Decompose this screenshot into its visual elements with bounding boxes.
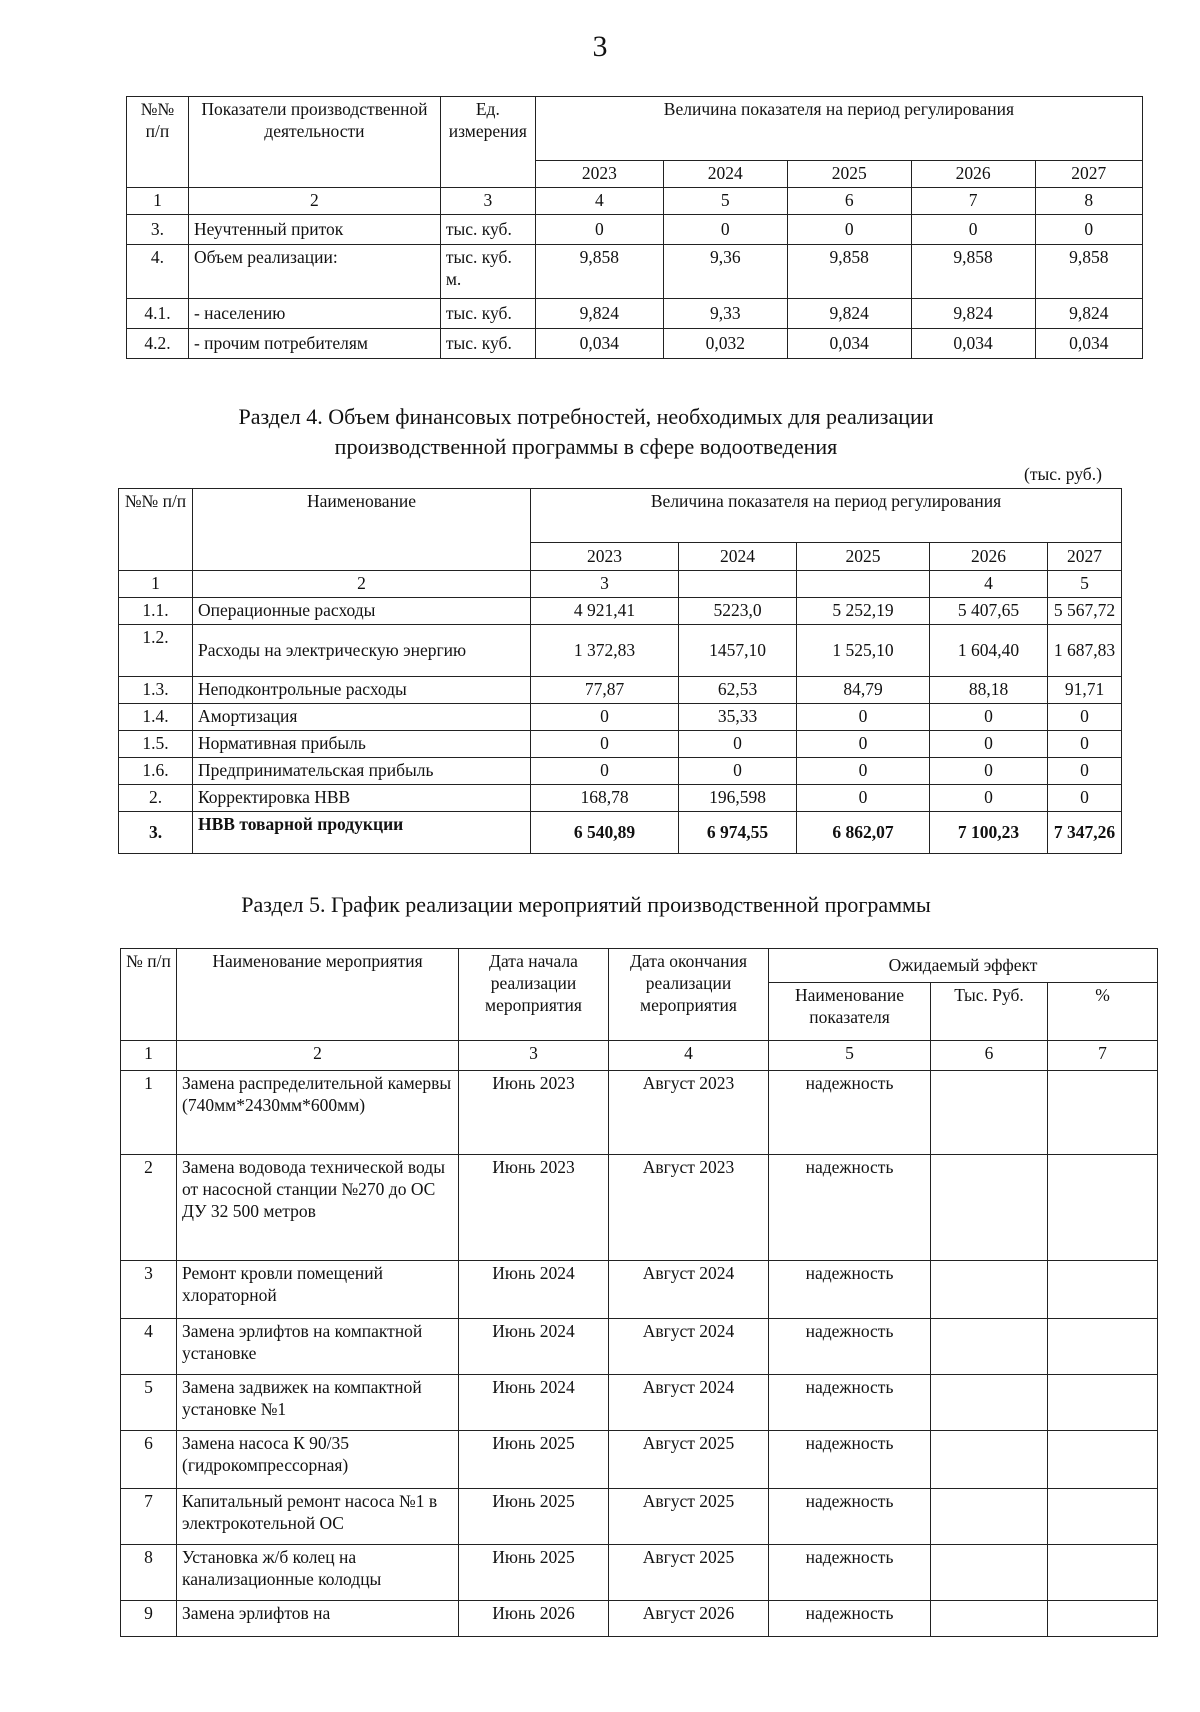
table-row <box>119 785 1122 812</box>
row-effect: надежность <box>769 1431 931 1489</box>
index-cell: 6 <box>931 1041 1048 1071</box>
value-cell: 168,78 <box>531 785 679 812</box>
row-start: Июнь 2025 <box>459 1489 609 1545</box>
table-row <box>127 215 1143 245</box>
row-name: Замена насоса К 90/35 (гидрокомпрессорная) <box>177 1431 459 1489</box>
empty-cell <box>931 1431 1048 1489</box>
value-cell: 9,858 <box>535 245 663 299</box>
year-cell: 2024 <box>679 543 797 571</box>
row-end: Август 2025 <box>609 1489 769 1545</box>
empty-cell <box>931 1601 1048 1637</box>
row-name: - прочим потребителям <box>188 329 440 359</box>
value-cell: 5 252,19 <box>797 598 930 625</box>
value-cell: 0,032 <box>663 329 787 359</box>
empty-cell <box>1048 1319 1158 1375</box>
row-num: 4.2. <box>127 329 189 359</box>
empty-cell <box>1048 1071 1158 1155</box>
table-row <box>119 704 1122 731</box>
index-cell <box>797 571 930 598</box>
value-cell: 0 <box>1048 704 1122 731</box>
row-unit: тыс. куб. <box>440 215 535 245</box>
row-start: Июнь 2024 <box>459 1375 609 1431</box>
table-row <box>121 1071 1158 1155</box>
value-cell: 0 <box>930 785 1048 812</box>
value-cell: 9,824 <box>535 299 663 329</box>
value-cell: 0 <box>1048 758 1122 785</box>
col-header-start: Дата начала реализации мероприятия <box>459 949 609 1041</box>
row-name: Неучтенный приток <box>188 215 440 245</box>
value-cell: 0 <box>797 731 930 758</box>
row-end: Август 2023 <box>609 1155 769 1261</box>
value-cell: 0 <box>930 704 1048 731</box>
empty-cell <box>1048 1155 1158 1261</box>
empty-cell <box>1048 1545 1158 1601</box>
value-cell: 0 <box>535 215 663 245</box>
row-name: Установка ж/б колец на канализационные колодцы <box>177 1545 459 1601</box>
row-num: 1.1. <box>119 598 193 625</box>
value-cell: 0 <box>1048 731 1122 758</box>
row-num: 4. <box>127 245 189 299</box>
value-cell: 0 <box>1035 215 1142 245</box>
value-cell: 7 347,26 <box>1048 812 1122 854</box>
col-header-end: Дата окончания реализации мероприятия <box>609 949 769 1041</box>
table-row <box>121 1601 1158 1637</box>
col-header-pct: % <box>1048 983 1158 1041</box>
value-cell: 1 372,83 <box>531 625 679 677</box>
row-end: Август 2024 <box>609 1375 769 1431</box>
empty-cell <box>931 1375 1048 1431</box>
row-unit: тыс. куб. <box>440 299 535 329</box>
index-cell: 7 <box>911 188 1035 215</box>
row-name: Корректировка НВВ <box>193 785 531 812</box>
row-name: Капитальный ремонт насоса №1 в электрокотельной ОС <box>177 1489 459 1545</box>
value-cell: 0 <box>797 758 930 785</box>
index-cell: 1 <box>127 188 189 215</box>
row-end: Август 2026 <box>609 1601 769 1637</box>
row-num: 3. <box>127 215 189 245</box>
value-cell: 77,87 <box>531 677 679 704</box>
value-cell: 0,034 <box>535 329 663 359</box>
row-name: Замена водовода технической воды от насосной станции №270 до ОС ДУ 32 500 метров <box>177 1155 459 1261</box>
value-cell: 0 <box>679 731 797 758</box>
table-row <box>121 1431 1158 1489</box>
value-cell: 0 <box>679 758 797 785</box>
row-name: Объем реализации: <box>188 245 440 299</box>
row-effect: надежность <box>769 1489 931 1545</box>
value-cell: 0 <box>930 758 1048 785</box>
row-effect: надежность <box>769 1071 931 1155</box>
col-header-effect: Ожидаемый эффект <box>769 949 1158 983</box>
year-cell: 2023 <box>531 543 679 571</box>
value-cell: 84,79 <box>797 677 930 704</box>
row-num: 1.5. <box>119 731 193 758</box>
row-end: Август 2025 <box>609 1431 769 1489</box>
row-name: Предпринимательская прибыль <box>193 758 531 785</box>
index-cell: 2 <box>177 1041 459 1071</box>
row-end: Август 2025 <box>609 1545 769 1601</box>
value-cell: 0 <box>1048 785 1122 812</box>
row-num: 1.3. <box>119 677 193 704</box>
index-row <box>127 188 1143 215</box>
index-cell: 1 <box>121 1041 177 1071</box>
value-cell: 0 <box>531 758 679 785</box>
index-cell: 5 <box>1048 571 1122 598</box>
index-cell: 3 <box>531 571 679 598</box>
value-cell: 0 <box>797 704 930 731</box>
index-row <box>121 1041 1158 1071</box>
index-cell: 5 <box>663 188 787 215</box>
index-cell: 5 <box>769 1041 931 1071</box>
row-name: Амортизация <box>193 704 531 731</box>
col-header-name: Наименование <box>193 489 531 571</box>
empty-cell <box>931 1489 1048 1545</box>
empty-cell <box>1048 1375 1158 1431</box>
table-row <box>119 625 1122 677</box>
table-row <box>121 1489 1158 1545</box>
row-name: Замена распределительной камервы (740мм*2430мм*600мм) <box>177 1071 459 1155</box>
index-cell: 4 <box>930 571 1048 598</box>
row-num: 1 <box>121 1071 177 1155</box>
row-num: 1.2. <box>119 625 193 677</box>
index-cell <box>679 571 797 598</box>
value-cell: 9,858 <box>1035 245 1142 299</box>
index-cell: 3 <box>440 188 535 215</box>
year-cell: 2027 <box>1035 161 1142 188</box>
row-num: 6 <box>121 1431 177 1489</box>
section-4-title-line2: производственной программы в сфере водоотведения <box>334 433 838 459</box>
row-name: Замена эрлифтов на компактной установке <box>177 1319 459 1375</box>
empty-cell <box>1048 1601 1158 1637</box>
value-cell: 0 <box>787 215 911 245</box>
col-header-effect-name: Наименование показателя <box>769 983 931 1041</box>
row-unit: тыс. куб. м. <box>440 245 535 299</box>
row-num: 3. <box>119 812 193 854</box>
table-row <box>127 329 1143 359</box>
table-row <box>119 677 1122 704</box>
value-cell: 5 567,72 <box>1048 598 1122 625</box>
table-row <box>121 1261 1158 1319</box>
empty-cell <box>1048 1489 1158 1545</box>
row-name: Замена задвижек на компактной установке №1 <box>177 1375 459 1431</box>
value-cell: 9,858 <box>911 245 1035 299</box>
production-indicators-table <box>126 96 1143 359</box>
index-cell: 8 <box>1035 188 1142 215</box>
value-cell: 4 921,41 <box>531 598 679 625</box>
row-name: - населению <box>188 299 440 329</box>
row-end: Август 2024 <box>609 1261 769 1319</box>
row-num: 1.4. <box>119 704 193 731</box>
index-cell: 7 <box>1048 1041 1158 1071</box>
col-header-name: Наименование мероприятия <box>177 949 459 1041</box>
col-header-unit: Ед. измерения <box>440 97 535 188</box>
value-cell: 0 <box>531 704 679 731</box>
row-name: НВВ товарной продукции <box>193 812 531 854</box>
row-num: 7 <box>121 1489 177 1545</box>
section-5-title: Раздел 5. График реализации мероприятий производственной программы <box>241 892 931 917</box>
col-header-period: Величина показателя на период регулирования <box>535 97 1142 161</box>
section-4-title <box>0 402 1186 461</box>
row-num: 8 <box>121 1545 177 1601</box>
value-cell: 6 862,07 <box>797 812 930 854</box>
row-num: 5 <box>121 1375 177 1431</box>
col-header-num: № п/п <box>121 949 177 1041</box>
row-start: Июнь 2023 <box>459 1155 609 1261</box>
row-name: Ремонт кровли помещений хлораторной <box>177 1261 459 1319</box>
row-end: Август 2023 <box>609 1071 769 1155</box>
empty-cell <box>931 1545 1048 1601</box>
row-start: Июнь 2023 <box>459 1071 609 1155</box>
financial-needs-table <box>118 488 1122 854</box>
value-cell: 5223,0 <box>679 598 797 625</box>
value-cell: 0 <box>531 731 679 758</box>
row-name: Замена эрлифтов на <box>177 1601 459 1637</box>
value-cell: 9,33 <box>663 299 787 329</box>
year-cell: 2025 <box>797 543 930 571</box>
table-row <box>121 1155 1158 1261</box>
table-row <box>121 1319 1158 1375</box>
value-cell: 9,824 <box>1035 299 1142 329</box>
row-num: 9 <box>121 1601 177 1637</box>
schedule-table <box>120 948 1158 1637</box>
table-row-total <box>119 812 1122 854</box>
value-cell: 91,71 <box>1048 677 1122 704</box>
value-cell: 6 540,89 <box>531 812 679 854</box>
col-header-rub: Тыс. Руб. <box>931 983 1048 1041</box>
value-cell: 0,034 <box>1035 329 1142 359</box>
empty-cell <box>931 1071 1048 1155</box>
row-name: Расходы на электрическую энергию <box>193 625 531 677</box>
index-cell: 4 <box>535 188 663 215</box>
value-cell: 6 974,55 <box>679 812 797 854</box>
row-num: 1.6. <box>119 758 193 785</box>
row-unit: тыс. куб. <box>440 329 535 359</box>
table-row <box>127 299 1143 329</box>
value-cell: 9,858 <box>787 245 911 299</box>
table-row <box>119 731 1122 758</box>
row-effect: надежность <box>769 1319 931 1375</box>
row-start: Июнь 2026 <box>459 1601 609 1637</box>
row-start: Июнь 2024 <box>459 1319 609 1375</box>
row-name: Операционные расходы <box>193 598 531 625</box>
value-cell: 9,824 <box>787 299 911 329</box>
index-cell: 2 <box>193 571 531 598</box>
empty-cell <box>1048 1431 1158 1489</box>
year-cell: 2024 <box>663 161 787 188</box>
row-start: Июнь 2025 <box>459 1545 609 1601</box>
value-cell: 0 <box>797 785 930 812</box>
row-num: 4 <box>121 1319 177 1375</box>
value-cell: 62,53 <box>679 677 797 704</box>
year-cell: 2026 <box>911 161 1035 188</box>
empty-cell <box>931 1319 1048 1375</box>
table-row <box>121 1545 1158 1601</box>
section-4-title-line1: Раздел 4. Объем финансовых потребностей, необходимых для реализации <box>238 404 934 429</box>
value-cell: 196,598 <box>679 785 797 812</box>
value-cell: 5 407,65 <box>930 598 1048 625</box>
index-cell: 3 <box>459 1041 609 1071</box>
value-cell: 35,33 <box>679 704 797 731</box>
value-cell: 1 687,83 <box>1048 625 1122 677</box>
page-number: 3 <box>592 30 608 63</box>
year-cell: 2025 <box>787 161 911 188</box>
table-row <box>119 598 1122 625</box>
year-cell: 2023 <box>535 161 663 188</box>
value-cell: 7 100,23 <box>930 812 1048 854</box>
value-cell: 88,18 <box>930 677 1048 704</box>
row-start: Июнь 2025 <box>459 1431 609 1489</box>
index-cell: 1 <box>119 571 193 598</box>
col-header-indicator: Показатели производственной деятельности <box>188 97 440 188</box>
row-num: 2. <box>119 785 193 812</box>
year-cell: 2026 <box>930 543 1048 571</box>
index-cell: 2 <box>188 188 440 215</box>
value-cell: 0 <box>663 215 787 245</box>
row-end: Август 2024 <box>609 1319 769 1375</box>
row-effect: надежность <box>769 1261 931 1319</box>
value-cell: 0,034 <box>787 329 911 359</box>
table-row <box>119 758 1122 785</box>
index-cell: 4 <box>609 1041 769 1071</box>
row-num: 4.1. <box>127 299 189 329</box>
value-cell: 1 604,40 <box>930 625 1048 677</box>
row-effect: надежность <box>769 1375 931 1431</box>
value-cell: 0 <box>911 215 1035 245</box>
unit-note: (тыс. руб.) <box>1024 464 1102 484</box>
value-cell: 0,034 <box>911 329 1035 359</box>
col-header-num: №№ п/п <box>127 97 189 188</box>
table-row <box>127 245 1143 299</box>
row-name: Нормативная прибыль <box>193 731 531 758</box>
value-cell: 9,824 <box>911 299 1035 329</box>
value-cell: 9,36 <box>663 245 787 299</box>
value-cell: 1457,10 <box>679 625 797 677</box>
index-row <box>119 571 1122 598</box>
table-row <box>121 1375 1158 1431</box>
row-name: Неподконтрольные расходы <box>193 677 531 704</box>
row-effect: надежность <box>769 1545 931 1601</box>
year-cell: 2027 <box>1048 543 1122 571</box>
value-cell: 1 525,10 <box>797 625 930 677</box>
row-num: 2 <box>121 1155 177 1261</box>
empty-cell <box>931 1155 1048 1261</box>
row-start: Июнь 2024 <box>459 1261 609 1319</box>
col-header-num: №№ п/п <box>119 489 193 571</box>
row-effect: надежность <box>769 1601 931 1637</box>
row-effect: надежность <box>769 1155 931 1261</box>
value-cell: 0 <box>930 731 1048 758</box>
col-header-period: Величина показателя на период регулирования <box>531 489 1122 543</box>
empty-cell <box>931 1261 1048 1319</box>
index-cell: 6 <box>787 188 911 215</box>
row-num: 3 <box>121 1261 177 1319</box>
empty-cell <box>1048 1261 1158 1319</box>
